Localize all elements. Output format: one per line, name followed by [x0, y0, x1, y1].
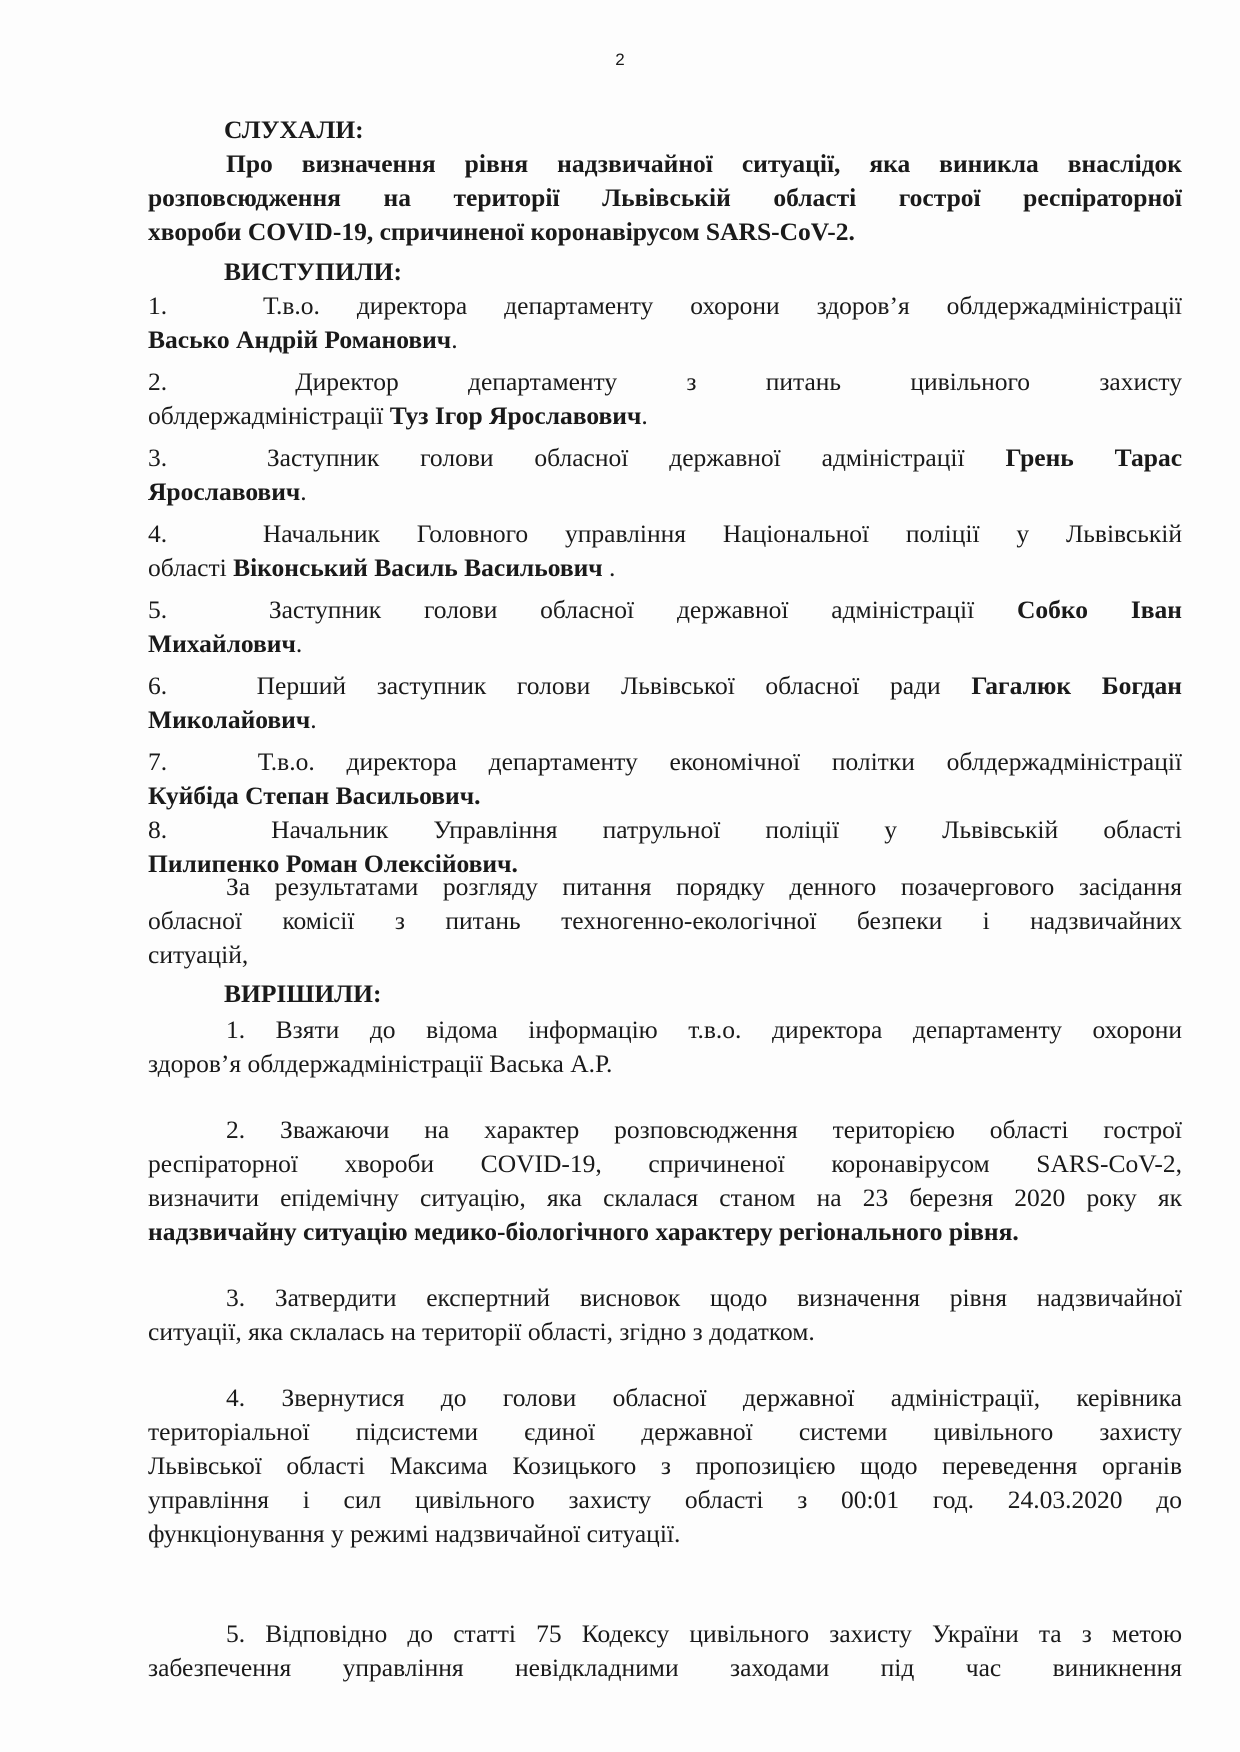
decision-5: 5. Відповідно до статті 75 Кодексу цивільного захисту України та з метою забезпечення управління невідкладними заходами під час виникнення	[148, 1619, 1182, 1682]
decision-1: 1. Взяти до відома інформацію т.в.о. директора департаменту охорони здоров’я облдержадміністрації Васька А.Р.	[148, 1015, 1182, 1078]
decision-2: 2. Зважаючи на характер розповсюдження територією області гострої респіраторної хвороби COVID-19, спричиненої коронавірусом SARS-CoV-2, визначити епідемічну ситуацію, яка склалася станом на 23 березня 2020 року як надзвичайну ситуацію медико-біологічного характеру регіонального рівня.	[148, 1113, 1182, 1249]
speakers-list: 1. Т.в.о. директора департаменту охорони здоров’я облдержадміністрації Васько Андрій Романович. 2. Директор департаменту з питань цивільного захисту облдержадміністрації Туз Ігор Ярославович. 3. Заступник голови обласної державної адміністрації Грень Тарас Ярославович. 4. Начальник Головного управління Національної поліції у Львівській області Віконський Василь Васильович . 5. Заступник голови обласної державної адміністрації Собко Іван Михайлович. 6. Перший заступник голови Львівської обласної ради Гагалюк Богдан Миколайович. 7. Т.в.о. директора департаменту економічної політки облдержадміністрації Куйбіда Степан Васильович. 8. Начальник Управління патрульної поліції у Львівській області Пилипенко Роман Олексійович.	[148, 291, 1183, 878]
speaker-1-position: Т.в.о. директора департаменту охорони здоров’я облдержадміністрації	[262, 291, 1182, 320]
speaker-5-position: Заступник голови обласної державної адміністрації	[268, 595, 975, 624]
speaker-8-position: Начальник Управління патрульної поліції у Львівській області	[271, 815, 1182, 844]
heard-line-1: Про визначення рівня надзвичайної ситуації, яка виникла внаслідок	[226, 149, 1182, 178]
results-paragraph: За результатами розгляду питання порядку денного позачергового засідання обласної комісії з питань техногенно-екологічної безпеки і надзвичайних ситуацій,	[148, 872, 1182, 969]
speakers-heading: ВИСТУПИЛИ:	[224, 257, 402, 286]
page-number: 2	[615, 50, 625, 69]
speaker-6-position: Перший заступник голови Львівської обласної ради	[256, 671, 941, 700]
heard-topic	[148, 147, 1182, 249]
speaker-3-position: Заступник голови обласної державної адміністрації	[266, 443, 965, 472]
speaker-2-position: Директор департаменту з питань цивільного захисту	[295, 367, 1182, 396]
speaker-2-name: Туз Ігор Ярославович	[389, 401, 642, 430]
decided-heading: ВИРІШИЛИ:	[224, 979, 382, 1008]
speaker-4-position: Начальник Головного управління Національної поліції у Львівській	[262, 519, 1182, 548]
heard-line-3: хвороби COVID-19, спричиненої коронавірусом SARS-CoV-2.	[148, 217, 855, 246]
decision-3: 3. Затвердити експертний висновок щодо визначення рівня надзвичайної ситуації, яка склалась на території області, згідно з додатком.	[148, 1283, 1182, 1346]
speaker-7-name: Куйбіда Степан Васильович.	[148, 781, 481, 810]
decision-2-emphasis: надзвичайну ситуацію медико-біологічного характеру регіонального рівня.	[148, 1217, 1019, 1246]
speaker-8-name: Пилипенко Роман Олексійович.	[148, 849, 518, 878]
speaker-5-name: Собко Іван	[1017, 595, 1182, 624]
decision-4: 4. Звернутися до голови обласної державної адміністрації, керівника територіальної підсистеми єдиної державної системи цивільного захисту Львівської області Максима Козицького з пропозицією щодо переведення органів управління і сил цивільного захисту області з 00:01 год. 24.03.2020 до функціонування у режимі надзвичайної ситуації.	[148, 1383, 1182, 1548]
speaker-6-name: Гагалюк Богдан	[971, 671, 1182, 700]
speaker-4-name: Віконський Василь Васильович	[233, 553, 603, 582]
speaker-7-position: Т.в.о. директора департаменту економічної політки облдержадміністрації	[257, 747, 1183, 776]
speaker-1-name: Васько Андрій Романович	[148, 325, 452, 354]
heard-heading: СЛУХАЛИ:	[224, 115, 364, 144]
speaker-3-name: Грень Тарас	[1005, 443, 1183, 472]
heard-line-2: розповсюдження на території Львівській області гострої респіраторної	[148, 183, 1182, 212]
